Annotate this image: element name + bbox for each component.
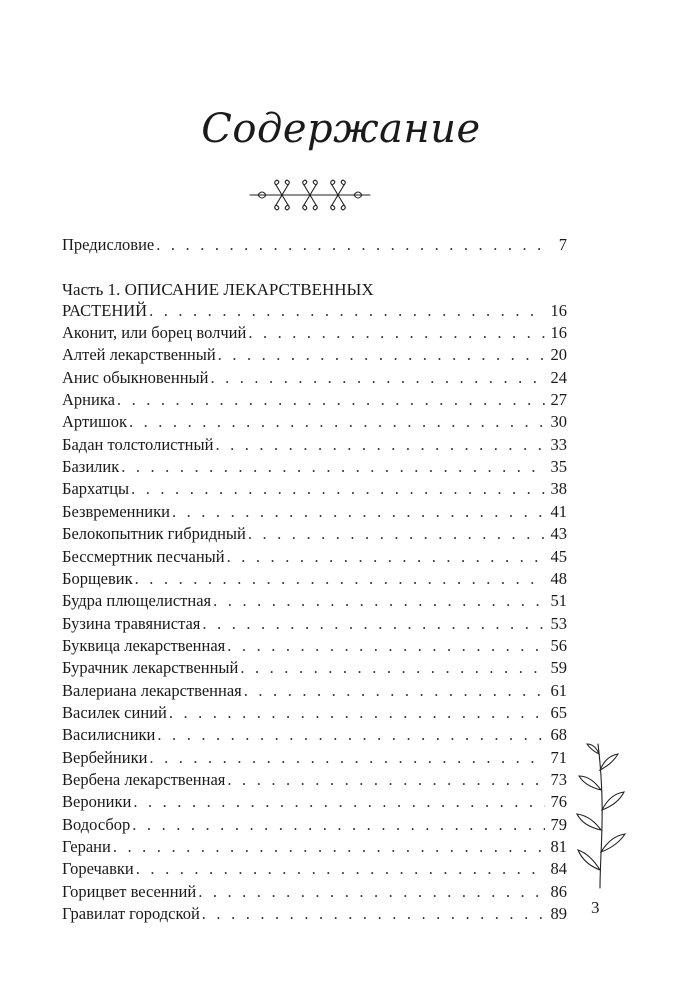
dot-leader: [218, 344, 545, 366]
toc-entry-page: 79: [550, 814, 567, 834]
toc-entry-page: 16: [550, 323, 567, 342]
dot-leader: [156, 234, 545, 256]
part-heading[interactable]: [62, 279, 567, 301]
toc-entry-page: 16: [550, 301, 567, 320]
dot-leader: [121, 456, 545, 478]
toc-entry-label: Борщевик: [62, 568, 133, 588]
toc-entry-page: 33: [550, 434, 567, 454]
toc-entry-page: 24: [550, 367, 567, 387]
toc-entry-label: Алтей лекарственный: [62, 345, 216, 365]
toc-entry-page: 76: [550, 792, 567, 812]
toc-entry-label: Анис обыкновенный: [62, 367, 209, 387]
dot-leader: [210, 367, 545, 389]
toc-entry-page: 20: [550, 345, 567, 365]
dot-leader: [227, 546, 545, 568]
toc-entry-page: 71: [550, 747, 567, 767]
dot-leader: [213, 590, 545, 612]
toc-entry-page: 56: [550, 635, 567, 655]
part-heading-line2: РАСТЕНИЙ: [62, 301, 148, 320]
toc-entry[interactable]: [62, 881, 567, 903]
toc-entry[interactable]: [62, 434, 567, 456]
toc-entry-label: Василисники: [62, 725, 156, 745]
toc-entry[interactable]: [62, 702, 567, 724]
dot-leader: [244, 680, 545, 702]
page-number: 3: [591, 898, 600, 917]
dot-leader: [202, 903, 545, 925]
toc-entry[interactable]: [62, 836, 567, 858]
toc-entry-label: Бадан толстолистный: [62, 434, 214, 454]
toc-entry[interactable]: [62, 389, 567, 411]
toc-entry-page: 41: [550, 501, 567, 521]
toc-entry-label: Горицвет весенний: [62, 881, 197, 901]
toc-entry-label: Василек синий: [62, 702, 167, 722]
dot-leader: [215, 434, 545, 456]
toc-entry-label: Будра плющелистная: [62, 591, 212, 611]
toc-entry-label: Бузина травянистая: [62, 613, 201, 633]
dot-leader: [135, 568, 545, 590]
toc-entry-label: Базилик: [62, 457, 120, 477]
toc-entry-page: 38: [550, 479, 567, 499]
toc-entry-page: 86: [550, 881, 567, 901]
toc-entry-page: 7: [558, 235, 567, 254]
toc-entry-page: 43: [550, 524, 567, 544]
toc-entry-label: Герани: [62, 837, 111, 857]
toc-entry[interactable]: [62, 747, 567, 769]
toc-entry[interactable]: [62, 568, 567, 590]
toc-entry-page: 73: [550, 770, 567, 789]
toc-entry-page: 45: [550, 546, 567, 566]
page-title: Содержание: [201, 106, 481, 152]
toc-entry-label: Безвременники: [62, 501, 170, 521]
dot-leader: [131, 478, 545, 500]
toc-entry[interactable]: [62, 478, 567, 500]
toc-entry[interactable]: [62, 724, 567, 746]
dot-leader: [248, 523, 545, 545]
toc-entry[interactable]: [62, 814, 567, 836]
toc-entry[interactable]: [62, 344, 567, 366]
toc-entry[interactable]: [62, 680, 567, 702]
toc-entry-label: Горечавки: [62, 859, 134, 879]
dot-leader: [113, 836, 545, 858]
dot-leader: [169, 702, 545, 724]
toc-entry[interactable]: [62, 456, 567, 478]
toc-entry-page: 53: [550, 613, 567, 633]
toc-entry[interactable]: [62, 635, 567, 657]
dot-leader: [227, 635, 545, 657]
toc-entry-label: Бархатцы: [62, 479, 130, 499]
toc-entry[interactable]: [62, 322, 567, 344]
toc-entry-label: Гравилат городской: [62, 904, 200, 924]
dot-leader: [132, 814, 545, 836]
toc-entry[interactable]: [62, 590, 567, 612]
toc-entry-label: Белокопытник гибридный: [62, 524, 246, 544]
toc-entry-page: 84: [550, 859, 567, 879]
dot-leader: [129, 411, 545, 433]
dot-leader: [157, 724, 545, 746]
toc-entry-page: 89: [550, 904, 567, 924]
toc-entry-label: Вербена лекарственная: [62, 770, 226, 789]
toc-entry[interactable]: [62, 613, 567, 635]
dot-leader: [202, 613, 545, 635]
toc-entry-page: 27: [550, 390, 567, 410]
toc-entry-label: Аконит, или борец волчий: [62, 323, 247, 342]
dot-leader: [240, 657, 545, 679]
toc-entry-label: Водосбор: [62, 814, 131, 834]
dot-leader: [149, 300, 545, 322]
toc-entry-label: Бурачник лекарственный: [62, 658, 239, 678]
toc-entry-label: Вероники: [62, 792, 132, 812]
dot-leader: [172, 501, 545, 523]
toc-entry-preface[interactable]: [62, 234, 567, 256]
toc-entry[interactable]: [62, 367, 567, 389]
toc-entry-label: Артишок: [62, 412, 127, 432]
dot-leader: [198, 881, 545, 903]
toc-entry[interactable]: [62, 791, 567, 813]
toc-entry-page: 81: [550, 837, 567, 857]
toc-entry[interactable]: [62, 411, 567, 433]
dot-leader: [227, 769, 545, 791]
toc-entry-label: Предисловие: [62, 235, 155, 254]
toc-entry-page: 51: [550, 591, 567, 611]
floral-divider-icon: [248, 178, 372, 212]
toc-entry-page: 65: [550, 702, 567, 722]
dot-leader: [133, 791, 545, 813]
toc-entry-page: 68: [550, 725, 567, 745]
toc-entry-page: 59: [550, 658, 567, 678]
part-heading-line2-entry[interactable]: [62, 300, 567, 322]
toc-entry-page: 61: [550, 680, 567, 700]
toc-entry-label: Бессмертник песчаный: [62, 546, 225, 566]
dot-leader: [117, 389, 545, 411]
toc-entry-label: Арника: [62, 390, 115, 410]
toc-entry-label: Вербейники: [62, 747, 148, 767]
dot-leader: [248, 322, 545, 344]
leafy-sprig-icon: [570, 740, 630, 890]
part-heading-line1: Часть 1. ОПИСАНИЕ ЛЕКАРСТВЕННЫХ: [62, 280, 374, 299]
toc-entry-label: Валериана лекарственная: [62, 680, 242, 700]
toc-entry-page: 30: [550, 412, 567, 432]
toc-entry[interactable]: [62, 523, 567, 545]
toc-entry[interactable]: [62, 903, 567, 925]
dot-leader: [136, 858, 545, 880]
toc-entry[interactable]: [62, 657, 567, 679]
toc-entry-page: 48: [550, 568, 567, 588]
toc-entry-page: 35: [550, 457, 567, 477]
toc-entry[interactable]: [62, 769, 567, 791]
toc-entry[interactable]: [62, 858, 567, 880]
toc-entry[interactable]: [62, 501, 567, 523]
toc-entry-label: Буквица лекарственная: [62, 635, 226, 655]
dot-leader: [149, 747, 545, 769]
toc-entry[interactable]: [62, 546, 567, 568]
